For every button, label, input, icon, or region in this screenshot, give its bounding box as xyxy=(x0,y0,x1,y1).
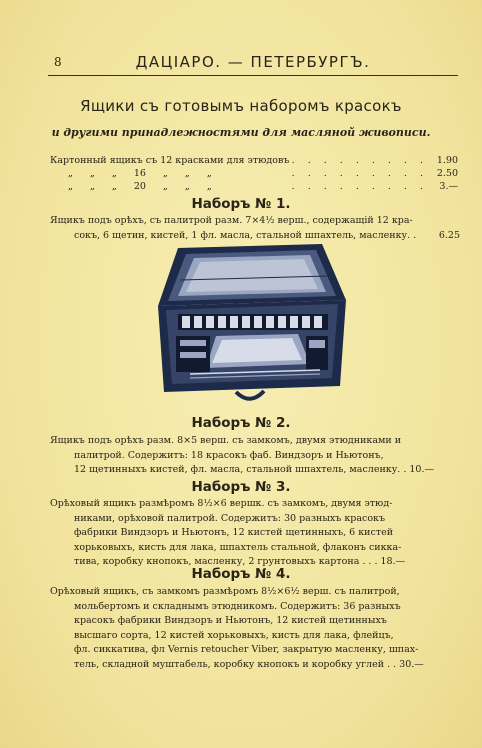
set-1-description xyxy=(50,214,460,243)
text-line: тива, коробку кнопокъ, масленку, 2 грунтовыхъ картона . . . 18.— xyxy=(74,556,406,568)
text-line: хорьковыхъ, кисть для лака, шпахтель стальной, флаконъ сикка- xyxy=(74,541,402,553)
set-3-description xyxy=(50,497,460,570)
price-row-desc: „ „ „ 20 „ „ „ xyxy=(68,181,212,192)
set-2-heading: Наборъ № 2. xyxy=(191,415,291,431)
text-line: фл. сиккатива, фл Vernis retoucher Viber, закрытую масленку, шпах- xyxy=(74,644,419,656)
text-line: красокъ фабрики Виндзоръ и Ньютонъ, 12 кистей щетинныхъ xyxy=(74,615,387,627)
page-header xyxy=(48,53,458,76)
text-line: Ящикъ подъ орѣхъ разм. 8×5 верш. съ замкомъ, двумя этюдниками и xyxy=(50,435,402,446)
text-line: тель, складной муштабель, коробку кнопокъ и коробку углей . . 30.— xyxy=(74,658,424,670)
paint-box-icon xyxy=(158,244,346,399)
price-value: 3.— xyxy=(439,181,458,192)
page-number: 8 xyxy=(54,55,62,69)
leader-dots: . . . . . . . . . xyxy=(291,155,428,166)
price-row-20-colors xyxy=(68,181,458,194)
price-value: 2.50 xyxy=(436,168,458,179)
set-4-heading: Наборъ № 4. xyxy=(191,566,291,582)
text-line: высшаго сорта, 12 кистей хорьковыхъ, кисть для лака, флейцъ, xyxy=(74,629,394,641)
text-line-content: сокъ, 6 щетин, кистей, 1 фл. масла, стальной шпахтель, масленку. . xyxy=(74,229,417,241)
set-1-heading: Наборъ № 1. xyxy=(191,196,291,212)
text-line: Ящикъ подъ орѣхъ, съ палитрой разм. 7×4½ верш., содержащій 12 кра- xyxy=(50,215,413,226)
section-title: Ящики съ готовымъ наборомъ красокъ xyxy=(80,97,402,115)
set-4-description xyxy=(50,585,460,673)
section-subtitle: и другими принадлежностями для масляной живописи. xyxy=(51,126,431,139)
text-line: 12 щетинныхъ кистей, фл. масла, стальной шпахтель, масленку. . 10.— xyxy=(74,464,434,476)
text-line: фабрики Виндзоръ и Ньютонъ, 12 кистей щетинныхъ, 6 кистей xyxy=(74,527,394,539)
price-row-desc: Картонный ящикъ съ 12 красками для этюдовъ xyxy=(50,155,290,166)
text-line: Орѣховый ящикъ размѣромъ 8½×6 вершк. съ замкомъ, двумя этюд- xyxy=(50,498,393,509)
price-row-12-colors xyxy=(50,155,458,168)
text-line: мольбертомъ и складнымъ этюдникомъ. Содержитъ: 36 разныхъ xyxy=(74,600,401,612)
price-row-16-colors xyxy=(68,168,458,181)
text-line: никами, орѣховой палитрой. Содержитъ: 30 разныхъ красокъ xyxy=(74,512,386,524)
set-2-description xyxy=(50,434,460,478)
text-line: палитрой. Содержитъ: 18 красокъ фаб. Виндзоръ и Ньютонъ, xyxy=(74,449,384,461)
paint-box-illustration xyxy=(150,240,350,412)
price-row-desc: „ „ „ 16 „ „ „ xyxy=(68,168,212,179)
text-line: Орѣховый ящикъ, съ замкомъ размѣромъ 8½×6½ верш. съ палитрой, xyxy=(50,586,400,597)
set-1-price: 6.25 xyxy=(438,229,460,241)
set-3-heading: Наборъ № 3. xyxy=(191,479,291,495)
leader-dots: . . . . . . . . . xyxy=(291,181,428,192)
price-value: 1.90 xyxy=(436,155,458,166)
running-title: ДАЦІАРО. — ПЕТЕРБУРГЪ. xyxy=(135,53,371,71)
leader-dots: . . . . . . . . . xyxy=(291,168,428,179)
